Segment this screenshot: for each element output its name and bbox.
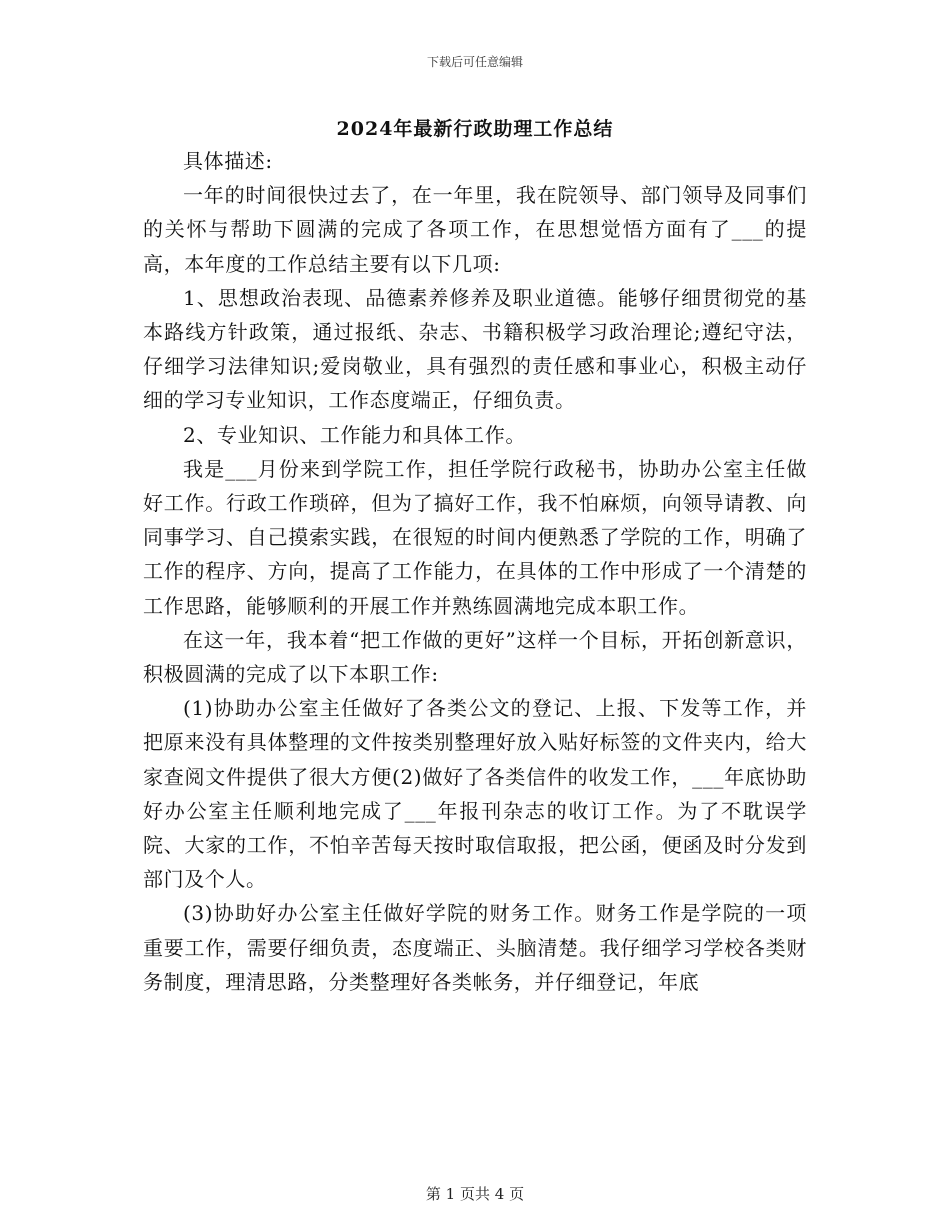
paragraph-section-2-heading: 2、专业知识、工作能力和具体工作。 — [183, 422, 526, 447]
paragraph-intro: 一年的时间很快过去了，在一年里，我在院领导、部门领导及同事们的关怀与帮助下圆满的完成了各项工作，在思想觉悟方面有了___的提高，本年度的工作总结主要有以下几项: — [143, 183, 807, 276]
page-header-note: 下载后可任意编辑 — [426, 55, 523, 69]
paragraph-item-1-2: (1)协助办公室主任做好了各类公文的登记、上报、下发等工作，并把原来没有具体整理的文件按类别整理好放入贴好标签的文件夹内，给大家查阅文件提供了很大方便(2)做好了各类信件的收发工作，___年底协助好办公室主任顺利地完成了___年报刊杂志的收订工作。为了不耽误学院、大家的工作，不怕辛苦每天按时取信取报，把公函，便函及时分发到部门及个人。 — [143, 696, 807, 892]
paragraph-goal: 在这一年，我本着“把工作做的更好”这样一个目标，开拓创新意识，积极圆满的完成了以下本职工作: — [143, 627, 807, 687]
document-title: 2024年最新行政助理工作总结 — [336, 118, 614, 140]
paragraph-description-label: 具体描述: — [183, 149, 273, 173]
document-body — [143, 144, 807, 999]
paragraph-section-2-body: 我是___月份来到学院工作，担任学院行政秘书，协助办公室主任做好工作。行政工作琐碎，但为了搞好工作，我不怕麻烦，向领导请教、向同事学习、自己摸索实践，在很短的时间内便熟悉了学院的工作，明确了工作的程序、方向，提高了工作能力，在具体的工作中形成了一个清楚的工作思路，能够顺利的开展工作并熟练圆满地完成本职工作。 — [143, 456, 807, 618]
paragraph-section-1: 1、思想政治表现、品德素养修养及职业道德。能够仔细贯彻党的基本路线方针政策，通过报纸、杂志、书籍积极学习政治理论;遵纪守法，仔细学习法律知识;爱岗敬业，具有强烈的责任感和事业心，积极主动仔细的学习专业知识，工作态度端正，仔细负责。 — [143, 285, 807, 413]
page-footer-number: 第 1 页共 4 页 — [425, 1185, 525, 1203]
paragraph-item-3: (3)协助好办公室主任做好学院的财务工作。财务工作是学院的一项重要工作，需要仔细负责，态度端正、头脑清楚。我仔细学习学校各类财务制度，理清思路，分类整理好各类帐务，并仔细登记，年底 — [143, 901, 807, 994]
